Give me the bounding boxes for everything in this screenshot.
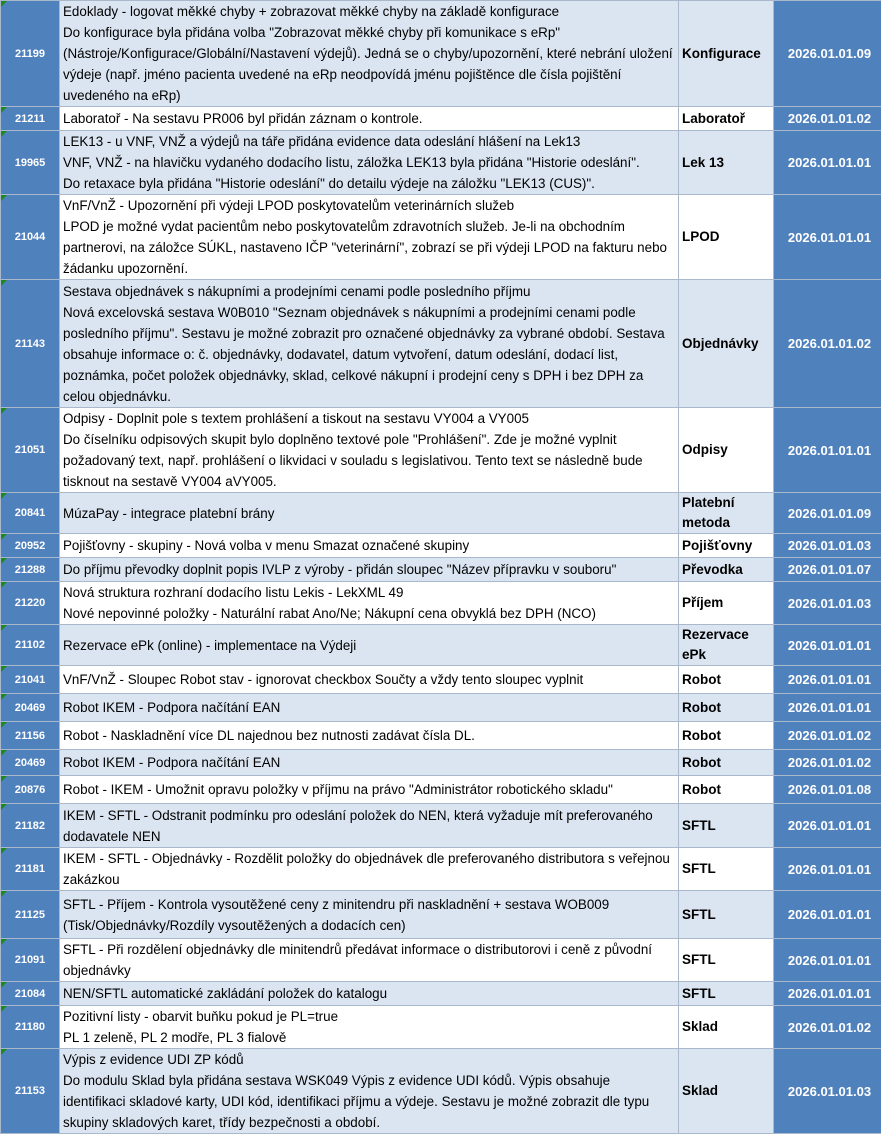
change-id: 20952 (1, 534, 60, 558)
change-id: 21044 (1, 195, 60, 280)
change-description: Robot IKEM - Podpora načítání EAN (60, 694, 679, 722)
change-description: IKEM - SFTL - Odstranit podmínku pro odeslání položek do NEN, která vyžaduje mít preferovaného dodavatele NEN (60, 804, 679, 848)
changelog-body (1, 1, 881, 1134)
change-description: Nová struktura rozhraní dodacího listu Lekis - LekXML 49 Nové nepovinné položky - Naturální rabat Ano/Ne; Nákupní cena obvyklá bez DPH (NCO) (60, 582, 679, 625)
change-module: Laboratoř (679, 107, 774, 131)
change-description: LEK13 - u VNF, VNŽ a výdejů na táře přidána evidence data odeslání hlášení na Lek13 VNF, VNŽ - na hlavičku vydaného dodacího listu, záložka LEK13 byla přidána "Historie odeslání". Do retaxace byla přidána "Historie odeslání" do detailu výdeje na záložku "LEK13 (CUS)". (60, 131, 679, 195)
change-id: 20876 (1, 776, 60, 804)
table-row (1, 582, 881, 625)
change-id: 21153 (1, 1049, 60, 1134)
table-row (1, 694, 881, 722)
change-module: SFTL (679, 804, 774, 848)
table-row (1, 750, 881, 776)
change-module: Robot (679, 722, 774, 750)
change-description: Pojišťovny - skupiny - Nová volba v menu Smazat označené skupiny (60, 534, 679, 558)
change-module: Robot (679, 750, 774, 776)
table-row (1, 1, 881, 107)
table-row (1, 534, 881, 558)
table-row (1, 107, 881, 131)
change-version: 2026.01.01.03 (774, 1049, 881, 1134)
change-version: 2026.01.01.01 (774, 939, 881, 982)
change-module: Převodka (679, 558, 774, 582)
change-module: Příjem (679, 582, 774, 625)
change-description: IKEM - SFTL - Objednávky - Rozdělit položky do objednávek dle preferovaného distributora s veřejnou zakázkou (60, 848, 679, 891)
change-version: 2026.01.01.01 (774, 625, 881, 666)
change-description: NEN/SFTL automatické zakládání položek do katalogu (60, 982, 679, 1006)
change-module: Odpisy (679, 408, 774, 493)
change-description: Pozitivní listy - obarvit buňku pokud je PL=true PL 1 zeleně, PL 2 modře, PL 3 fialově (60, 1006, 679, 1049)
table-row (1, 195, 881, 280)
change-version: 2026.01.01.03 (774, 582, 881, 625)
change-version: 2026.01.01.01 (774, 848, 881, 891)
change-version: 2026.01.01.09 (774, 493, 881, 534)
change-module: LPOD (679, 195, 774, 280)
change-id: 21199 (1, 1, 60, 107)
change-version: 2026.01.01.01 (774, 195, 881, 280)
table-row (1, 280, 881, 408)
change-module: Robot (679, 666, 774, 694)
change-description: Robot - IKEM - Umožnit opravu položky v příjmu na právo "Administrátor robotického skladu" (60, 776, 679, 804)
change-description: SFTL - Příjem - Kontrola vysoutěžené ceny z minitendru při naskladnění + sestava WOB009 (Tisk/Objednávky/Rozdíly vysoutěžených a dodacích cen) (60, 891, 679, 939)
change-description: Sestava objednávek s nákupními a prodejními cenami podle posledního příjmu Nová excelovská sestava W0B010 "Seznam objednávek s nákupními a prodejními cenami podle posledního příjmu". Sestavu je možné zobrazit pro označené objednávky za vybrané období. Sestava obsahuje informace o: č. objednávky, dodavatel, datum vytvoření, datum odeslání, dodací list, poznámka, počet položek objednávky, sklad, celkové nákupní i prodejní ceny s DPH i bez DPH za celou objednávku. (60, 280, 679, 408)
change-module: Rezervace ePk (679, 625, 774, 666)
change-version: 2026.01.01.01 (774, 804, 881, 848)
change-version: 2026.01.01.09 (774, 1, 881, 107)
change-description: Robot IKEM - Podpora načítání EAN (60, 750, 679, 776)
change-id: 21143 (1, 280, 60, 408)
change-description: VnF/VnŽ - Upozornění při výdeji LPOD poskytovatelům veterinárních služeb LPOD je možné vydat pacientům nebo poskytovatelům zdravotních služeb. Je-li na obchodním partnerovi, na záložce SÚKL, nastaveno IČP "veterinární", zobrazí se při výdeji LPOD na fakturu nebo žádanku upozornění. (60, 195, 679, 280)
change-module: SFTL (679, 939, 774, 982)
change-version: 2026.01.01.01 (774, 408, 881, 493)
change-description: Do příjmu převodky doplnit popis IVLP z výroby - přidán sloupec "Název přípravku v souboru" (60, 558, 679, 582)
change-version: 2026.01.01.08 (774, 776, 881, 804)
change-id: 20469 (1, 750, 60, 776)
change-id: 20469 (1, 694, 60, 722)
change-id: 21211 (1, 107, 60, 131)
change-description: Rezervace ePk (online) - implementace na Výdeji (60, 625, 679, 666)
change-id: 21182 (1, 804, 60, 848)
change-id: 21102 (1, 625, 60, 666)
change-id: 21091 (1, 939, 60, 982)
change-id: 21288 (1, 558, 60, 582)
table-row (1, 722, 881, 750)
change-version: 2026.01.01.01 (774, 982, 881, 1006)
change-module: SFTL (679, 891, 774, 939)
change-description: SFTL - Při rozdělení objednávky dle minitendrů předávat informace o distributorovi i ceně z původní objednávky (60, 939, 679, 982)
change-version: 2026.01.01.02 (774, 280, 881, 408)
change-version: 2026.01.01.01 (774, 694, 881, 722)
change-id: 20841 (1, 493, 60, 534)
change-version: 2026.01.01.01 (774, 131, 881, 195)
change-version: 2026.01.01.02 (774, 107, 881, 131)
change-version: 2026.01.01.07 (774, 558, 881, 582)
change-version: 2026.01.01.02 (774, 1006, 881, 1049)
table-row (1, 804, 881, 848)
change-module: Sklad (679, 1049, 774, 1134)
change-description: Laboratoř - Na sestavu PR006 byl přidán záznam o kontrole. (60, 107, 679, 131)
table-row (1, 558, 881, 582)
change-module: Robot (679, 776, 774, 804)
change-module: SFTL (679, 982, 774, 1006)
table-row (1, 891, 881, 939)
table-row (1, 131, 881, 195)
change-version: 2026.01.01.01 (774, 666, 881, 694)
change-module: Robot (679, 694, 774, 722)
table-row (1, 982, 881, 1006)
change-id: 21180 (1, 1006, 60, 1049)
table-row (1, 625, 881, 666)
change-version: 2026.01.01.02 (774, 722, 881, 750)
change-module: Objednávky (679, 280, 774, 408)
change-id: 21084 (1, 982, 60, 1006)
change-id: 21041 (1, 666, 60, 694)
change-version: 2026.01.01.02 (774, 750, 881, 776)
change-version: 2026.01.01.03 (774, 534, 881, 558)
change-description: Výpis z evidence UDI ZP kódů Do modulu Sklad byla přidána sestava WSK049 Výpis z evidence UDI kódů. Výpis obsahuje identifikaci skladové karty, UDI kód, identifikaci příjmu a výdeje. Sestavu je možné zobrazit dle typu skupiny skladových karet, třídy bezpečnosti a období. (60, 1049, 679, 1134)
table-row (1, 493, 881, 534)
change-module: Lek 13 (679, 131, 774, 195)
change-id: 21181 (1, 848, 60, 891)
change-description: MúzaPay - integrace platební brány (60, 493, 679, 534)
table-row (1, 848, 881, 891)
change-id: 21051 (1, 408, 60, 493)
table-row (1, 939, 881, 982)
change-id: 21125 (1, 891, 60, 939)
change-module: SFTL (679, 848, 774, 891)
change-id: 19965 (1, 131, 60, 195)
change-description: Odpisy - Doplnit pole s textem prohlášení a tiskout na sestavu VY004 a VY005 Do číselníku odpisových skupit bylo doplněno textové pole "Prohlášení". Zde je možné vyplnit požadovaný text, např. prohlášení o likvidaci v souladu s legislativou. Tento text se následně bude tisknout na sestavě VY004 aVY005. (60, 408, 679, 493)
change-description: Edoklady - logovat měkké chyby + zobrazovat měkké chyby na základě konfigurace Do konfigurace byla přidána volba "Zobrazovat měkké chyby při komunikace s eRp" (Nástroje/Konfigurace/Globální/Nastavení výdejů). Jedná se o chyby/upozornění, které nebrání uložení výdeje (např. jméno pacienta uvedené na eRp neodpovídá jménu pojištěnce dle čísla pojištění uvedeného na eRp) (60, 1, 679, 107)
table-row (1, 666, 881, 694)
table-row (1, 408, 881, 493)
change-module: Konfigurace (679, 1, 774, 107)
change-module: Platební metoda (679, 493, 774, 534)
change-version: 2026.01.01.01 (774, 891, 881, 939)
change-module: Sklad (679, 1006, 774, 1049)
change-id: 21156 (1, 722, 60, 750)
change-description: Robot - Naskladnění více DL najednou bez nutnosti zadávat čísla DL. (60, 722, 679, 750)
table-row (1, 776, 881, 804)
table-row (1, 1006, 881, 1049)
change-module: Pojišťovny (679, 534, 774, 558)
change-id: 21220 (1, 582, 60, 625)
change-description: VnF/VnŽ - Sloupec Robot stav - ignorovat checkbox Součty a vždy tento sloupec vyplnit (60, 666, 679, 694)
